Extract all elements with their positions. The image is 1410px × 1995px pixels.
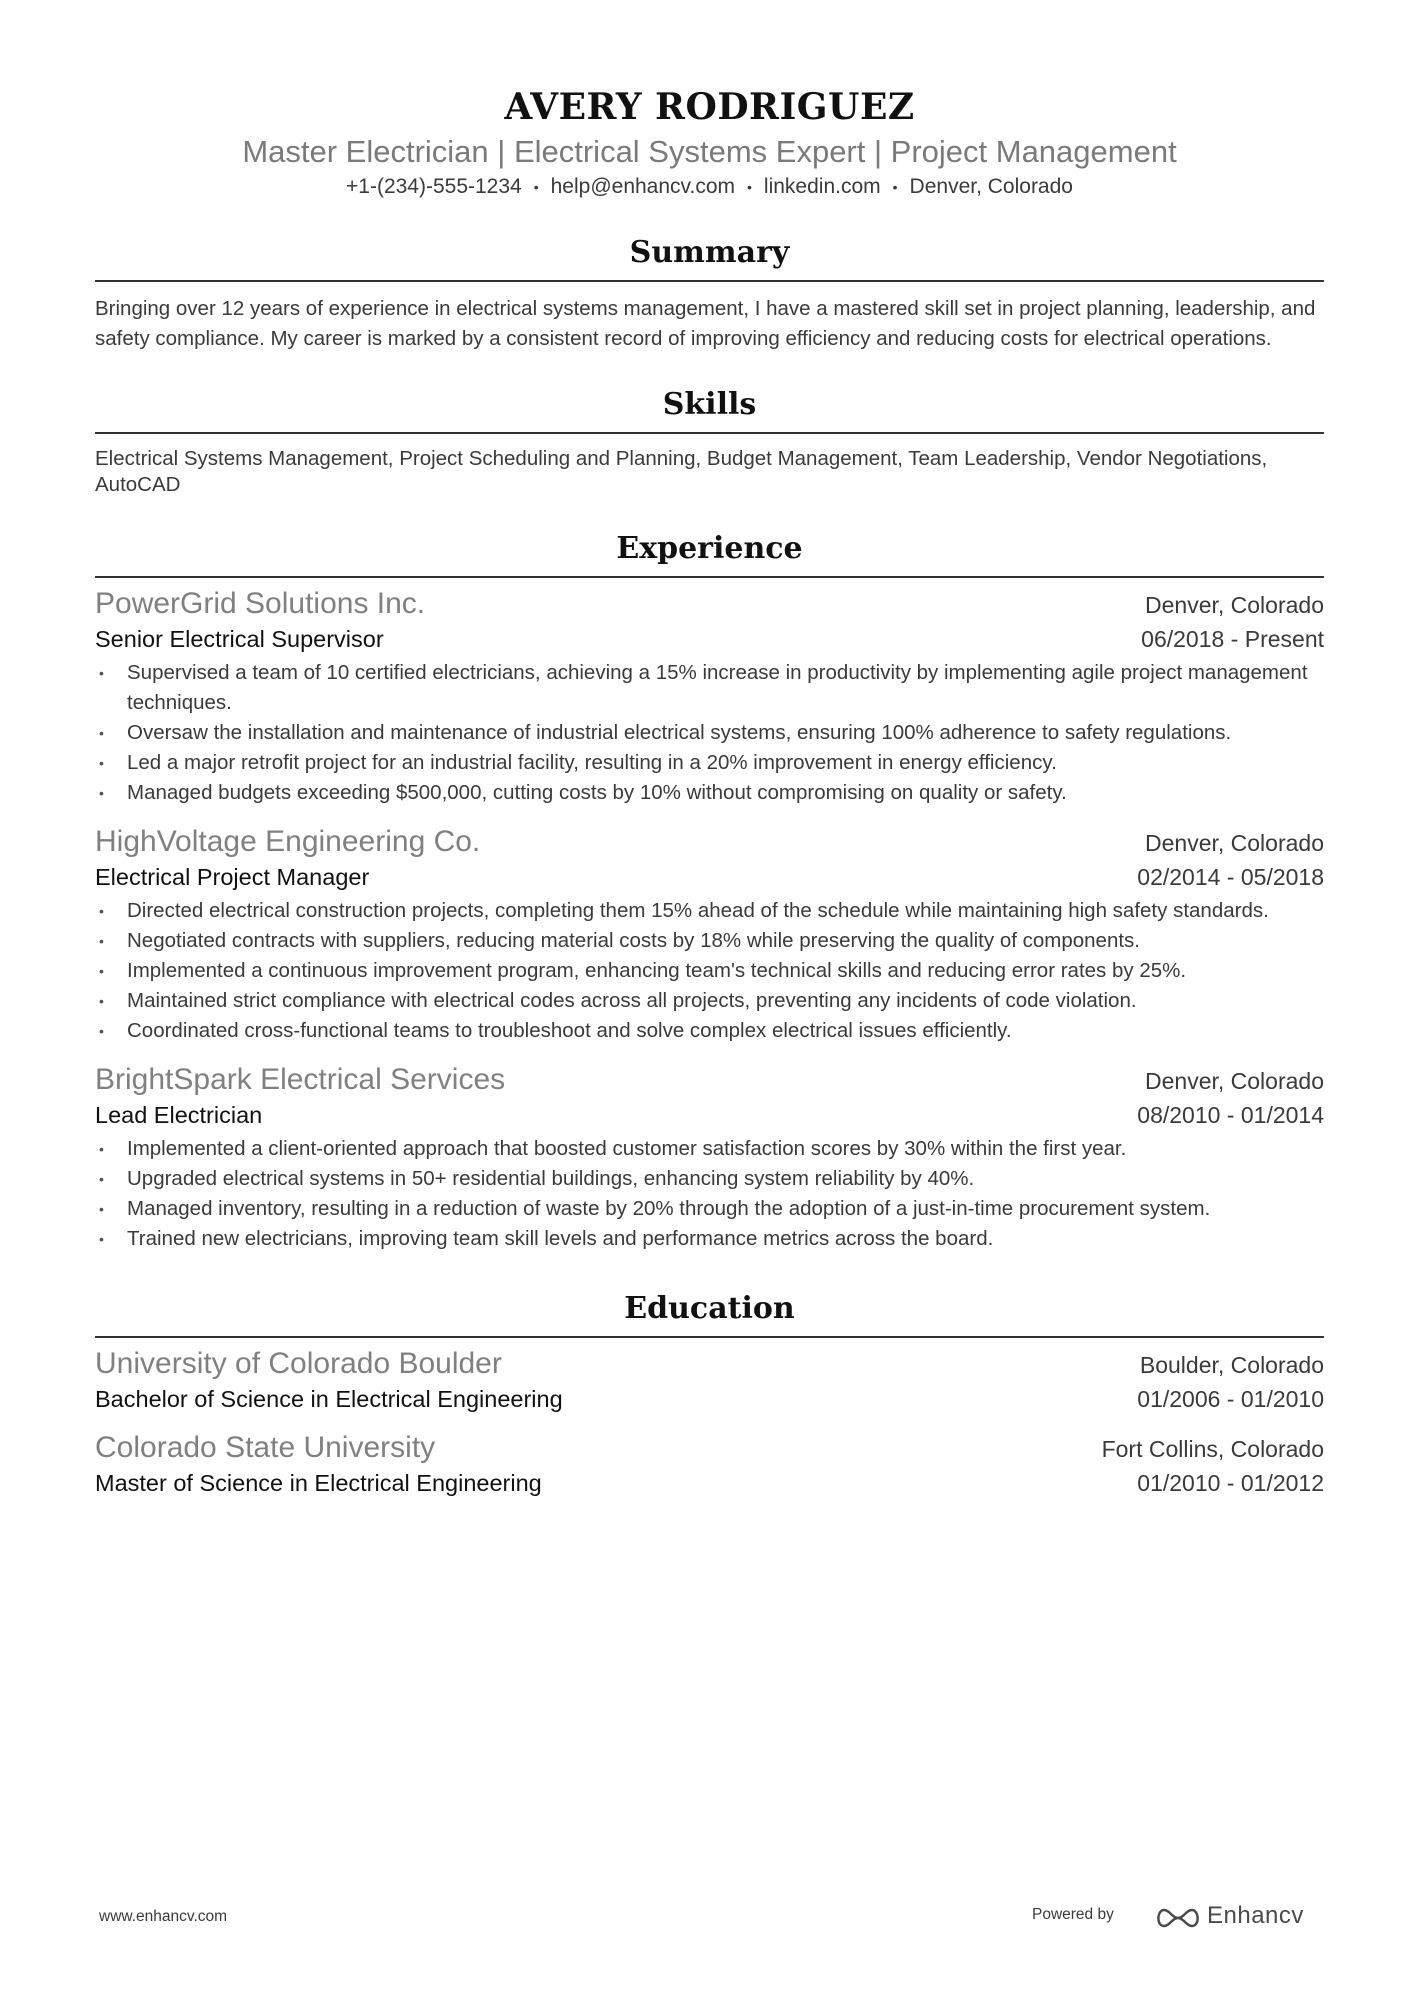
contact-line [95, 172, 1324, 202]
achievement-item [95, 956, 1324, 986]
school-location: Boulder, Colorado [1139, 1352, 1324, 1379]
bullet-dot: • [99, 755, 104, 772]
bullet-dot: • [99, 1171, 104, 1188]
section-title-education: Education [624, 1291, 795, 1327]
degree-name: Bachelor of Science in Electrical Engineering [95, 1386, 563, 1413]
footer [99, 1904, 1305, 1934]
section-divider [95, 576, 1324, 578]
company-name: PowerGrid Solutions Inc. [95, 587, 426, 621]
achievement-list [95, 1134, 1324, 1254]
education-list [95, 1346, 1324, 1500]
achievement-item [95, 926, 1324, 956]
section-title-experience: Experience [616, 531, 803, 567]
company-name: HighVoltage Engineering Co. [95, 825, 481, 859]
achievement-text: Led a major retrofit project for an industrial facility, resulting in a 20% improvement in energy efficiency. [127, 751, 1057, 775]
achievement-text: Implemented a client-oriented approach that boosted customer satisfaction scores by 30% within the first year. [127, 1137, 1127, 1161]
bullet-dot: • [99, 725, 104, 742]
experience-section [95, 528, 1324, 1254]
bullet-dot: • [99, 933, 104, 950]
company-location: Denver, Colorado [1145, 1068, 1324, 1095]
achievement-text: Managed budgets exceeding $500,000, cutting costs by 10% without compromising on quality or safety. [127, 781, 1067, 805]
experience-entry [95, 824, 1324, 1046]
bullet-dot: • [99, 1201, 104, 1218]
entry-degree-row [95, 1466, 1324, 1500]
experience-entry [95, 586, 1324, 808]
education-dates: 01/2010 - 01/2012 [1137, 1470, 1324, 1497]
achievement-item [95, 986, 1324, 1016]
achievement-item [95, 896, 1324, 926]
achievement-text: Upgraded electrical systems in 50+ residential buildings, enhancing system reliability by 40%. [127, 1167, 975, 1191]
school-name: University of Colorado Boulder [95, 1347, 502, 1381]
separator-dot: • [533, 179, 539, 196]
entry-header-row [95, 824, 1324, 860]
brand-name[interactable]: Enhancv [1207, 1902, 1304, 1929]
summary-section [95, 232, 1324, 354]
school-location: Fort Collins, Colorado [1101, 1436, 1324, 1463]
bullet-dot: • [99, 665, 104, 682]
job-dates: 02/2014 - 05/2018 [1137, 864, 1324, 891]
bullet-dot: • [99, 1141, 104, 1158]
bullet-dot: • [99, 1023, 104, 1040]
entry-role-row [95, 1098, 1324, 1132]
entry-header-row [95, 1430, 1324, 1466]
section-title-skills: Skills [662, 387, 757, 423]
education-entry [95, 1346, 1324, 1416]
achievement-text: Coordinated cross-functional teams to troubleshoot and solve complex electrical issues efficiently. [127, 1019, 1012, 1043]
experience-entry [95, 1062, 1324, 1254]
separator-dot: • [892, 179, 898, 196]
skills-text: Electrical Systems Management, Project Scheduling and Planning, Budget Management, Team Leadership, Vendor Negotiations, AutoCAD [95, 447, 1268, 497]
section-title-summary: Summary [629, 235, 790, 271]
entry-degree-row [95, 1382, 1324, 1416]
entry-header-row [95, 586, 1324, 622]
job-title: Lead Electrician [95, 1102, 263, 1129]
job-title: Senior Electrical Supervisor [95, 626, 384, 653]
section-divider [95, 280, 1324, 282]
achievement-item [95, 718, 1324, 748]
summary-text: Bringing over 12 years of experience in electrical systems management, I have a mastered skill set in project planning, leadership, and safety compliance. My career is marked by a consistent record of improving efficiency and reducing costs for electrical operations. [95, 297, 1316, 351]
resume-page [95, 82, 1324, 1500]
contact-phone: +1-(234)-555-1234 [346, 175, 522, 198]
achievement-item [95, 1134, 1324, 1164]
powered-by-label: Powered by [1032, 1906, 1114, 1923]
entry-header-row [95, 1346, 1324, 1382]
headline: Master Electrician | Electrical Systems Expert | Project Management [242, 134, 1177, 169]
achievement-item [95, 778, 1324, 808]
achievement-item [95, 1224, 1324, 1254]
entry-role-row [95, 622, 1324, 656]
skills-section [95, 384, 1324, 498]
achievement-item [95, 1194, 1324, 1224]
bullet-dot: • [99, 963, 104, 980]
education-entry [95, 1430, 1324, 1500]
footer-website-link[interactable]: www.enhancv.com [99, 1908, 228, 1925]
bullet-dot: • [99, 993, 104, 1010]
achievement-text: Directed electrical construction projects, completing them 15% ahead of the schedule while maintaining high safety standards. [127, 899, 1269, 923]
achievement-text: Oversaw the installation and maintenance of industrial electrical systems, ensuring 100% adherence to safety regulations. [127, 721, 1232, 745]
achievement-item [95, 748, 1324, 778]
company-name: BrightSpark Electrical Services [95, 1063, 506, 1097]
degree-name: Master of Science in Electrical Engineering [95, 1470, 542, 1497]
achievement-item [95, 1016, 1324, 1046]
section-divider [95, 432, 1324, 434]
education-dates: 01/2006 - 01/2010 [1137, 1386, 1324, 1413]
enhancv-logo-icon [1154, 1904, 1202, 1937]
achievement-item [95, 1164, 1324, 1194]
entry-header-row [95, 1062, 1324, 1098]
achievement-text: Trained new electricians, improving team skill levels and performance metrics across the board. [127, 1227, 994, 1251]
achievement-list [95, 658, 1324, 808]
contact-linkedin[interactable]: linkedin.com [763, 175, 881, 198]
company-location: Denver, Colorado [1145, 830, 1324, 857]
candidate-name: AVERY RODRIGUEZ [504, 86, 915, 128]
job-title: Electrical Project Manager [95, 864, 370, 891]
achievement-text: Supervised a team of 10 certified electricians, achieving a 15% increase in productivity by implementing agile project management techniques. [127, 661, 1308, 715]
education-section [95, 1288, 1324, 1500]
bullet-dot: • [99, 1231, 104, 1248]
section-divider [95, 1336, 1324, 1338]
achievement-text: Managed inventory, resulting in a reduction of waste by 20% through the adoption of a just-in-time procurement system. [127, 1197, 1211, 1221]
achievement-text: Implemented a continuous improvement program, enhancing team's technical skills and reducing error rates by 25%. [127, 959, 1187, 983]
bullet-dot: • [99, 903, 104, 920]
achievement-text: Maintained strict compliance with electrical codes across all projects, preventing any incidents of code violation. [127, 989, 1137, 1013]
achievement-item [95, 658, 1324, 718]
separator-dot: • [747, 179, 752, 196]
experience-list [95, 586, 1324, 1254]
achievement-list [95, 896, 1324, 1046]
job-dates: 06/2018 - Present [1141, 626, 1324, 653]
achievement-text: Negotiated contracts with suppliers, reducing material costs by 18% while preserving the quality of components. [127, 929, 1140, 953]
contact-location: Denver, Colorado [909, 175, 1073, 198]
job-dates: 08/2010 - 01/2014 [1137, 1102, 1324, 1129]
bullet-dot: • [99, 785, 104, 802]
school-name: Colorado State University [95, 1431, 436, 1465]
company-location: Denver, Colorado [1145, 592, 1324, 619]
contact-email[interactable]: help@enhancv.com [550, 175, 735, 198]
entry-role-row [95, 860, 1324, 894]
